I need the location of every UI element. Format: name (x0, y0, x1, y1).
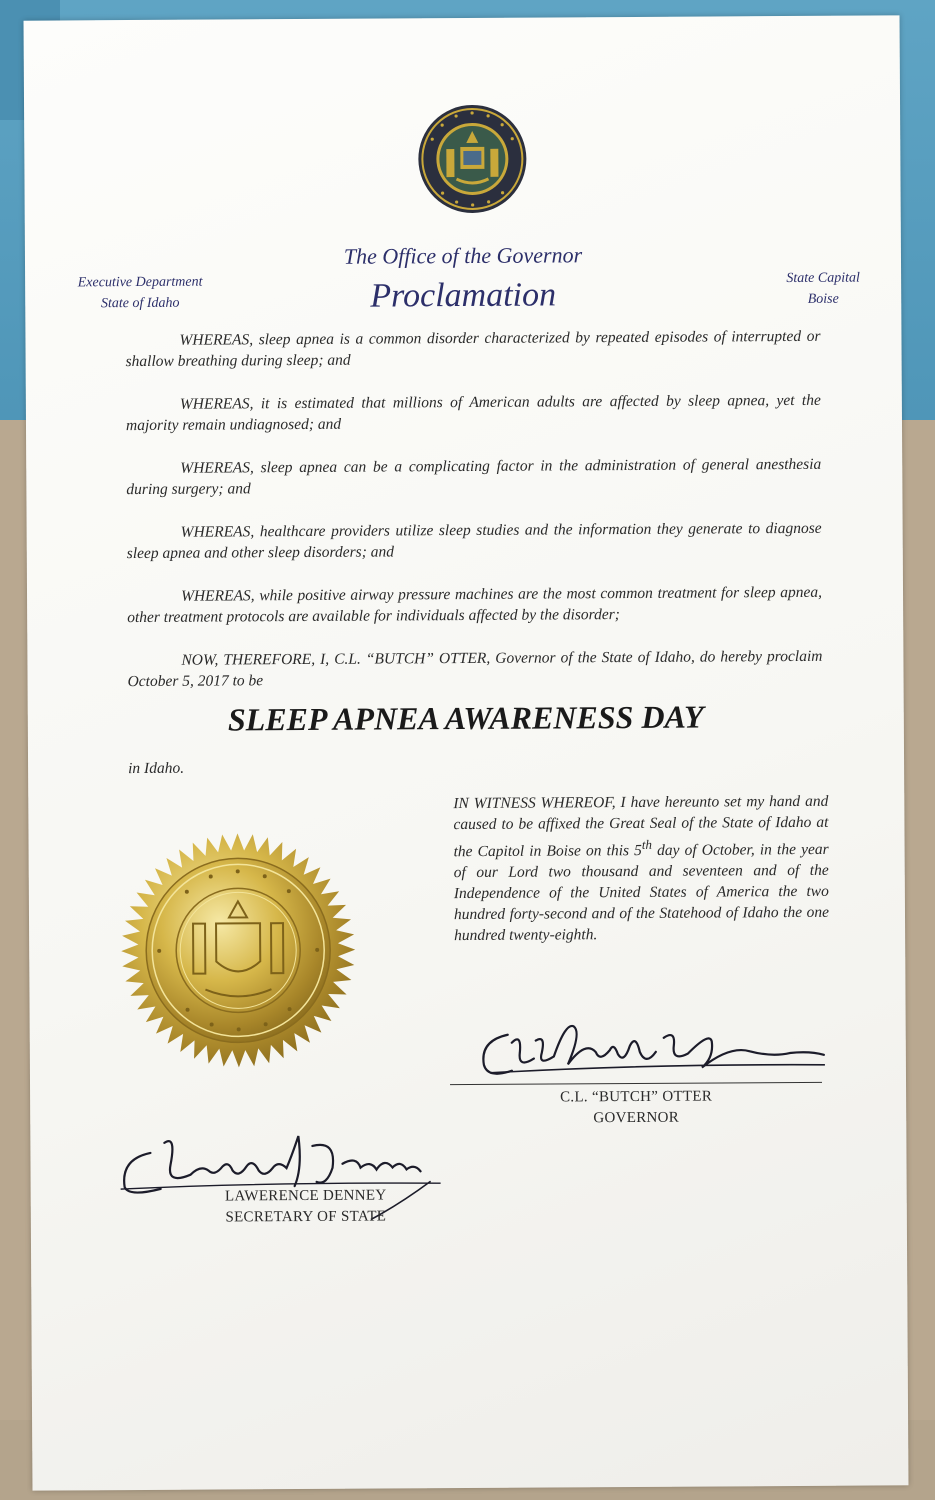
proclamation-headline: SLEEP APNEA AWARENESS DAY (227, 698, 704, 738)
office-title: The Office of the Governor (343, 242, 583, 269)
proclamation-title: Proclamation (370, 276, 557, 315)
clause-1: WHEREAS, sleep apnea is a common disorder characterized by repeated episodes of interrupted or shallow breathing during sleep; and (125, 327, 821, 371)
proclamation-document (24, 15, 909, 1490)
clause-proclaim: NOW, THEREFORE, I, C.L. “BUTCH” OTTER, Governor of the State of Idaho, do hereby proclaim October 5, 2017 to be (127, 647, 823, 691)
right-label-line-2: Boise (807, 291, 839, 307)
witness-paragraph (453, 791, 829, 946)
secretary-name: LAWERENCE DENNEY (224, 1187, 387, 1205)
in-idaho-text: in Idaho. (128, 759, 185, 778)
clause-3: WHEREAS, sleep apnea can be a complicating factor in the administration of general anesthesia during surgery; and (126, 455, 822, 499)
right-label-line-1: State Capital (786, 270, 860, 287)
whereas-clauses (125, 326, 822, 714)
secretary-block (181, 1185, 431, 1229)
state-capital-label (753, 267, 893, 310)
witness-ordinal: th (641, 836, 652, 852)
gold-foil-seal-icon (118, 831, 357, 1070)
governor-title: GOVERNOR (593, 1109, 680, 1127)
top-state-seal-icon (416, 103, 529, 216)
governor-name: C.L. “BUTCH” OTTER (560, 1088, 713, 1106)
executive-department-label (55, 271, 225, 314)
clause-2: WHEREAS, it is estimated that millions of American adults are affected by sleep apnea, yet the majority remain undiagnosed; and (125, 391, 821, 435)
secretary-title: SECRETARY OF STATE (225, 1208, 387, 1226)
governor-signature-icon (450, 1011, 830, 1093)
left-label-line-2: State of Idaho (100, 295, 180, 312)
left-label-line-1: Executive Department (77, 274, 203, 291)
witness-text-end: day of October, in the year of our Lord two thousand and seventeen and of the Independence of the United States of America the two hundred forty-second and of the Statehood of Idaho the one hundred twenty-eighth. (453, 840, 830, 945)
witness-text-start: IN WITNESS WHEREOF, I have hereunto set my hand and caused to be affixed the Great Seal of the State of Idaho at the Capitol in Boise on this 5 (453, 792, 829, 861)
clause-5: WHEREAS, while positive airway pressure machines are the most common treatment for sleep apnea, other treatment protocols are available for individuals affected by the disorder; (127, 583, 823, 627)
governor-block (450, 1086, 822, 1130)
clause-4: WHEREAS, healthcare providers utilize sleep studies and the information they generate to diagnose sleep apnea and other sleep disorders; and (126, 519, 822, 563)
